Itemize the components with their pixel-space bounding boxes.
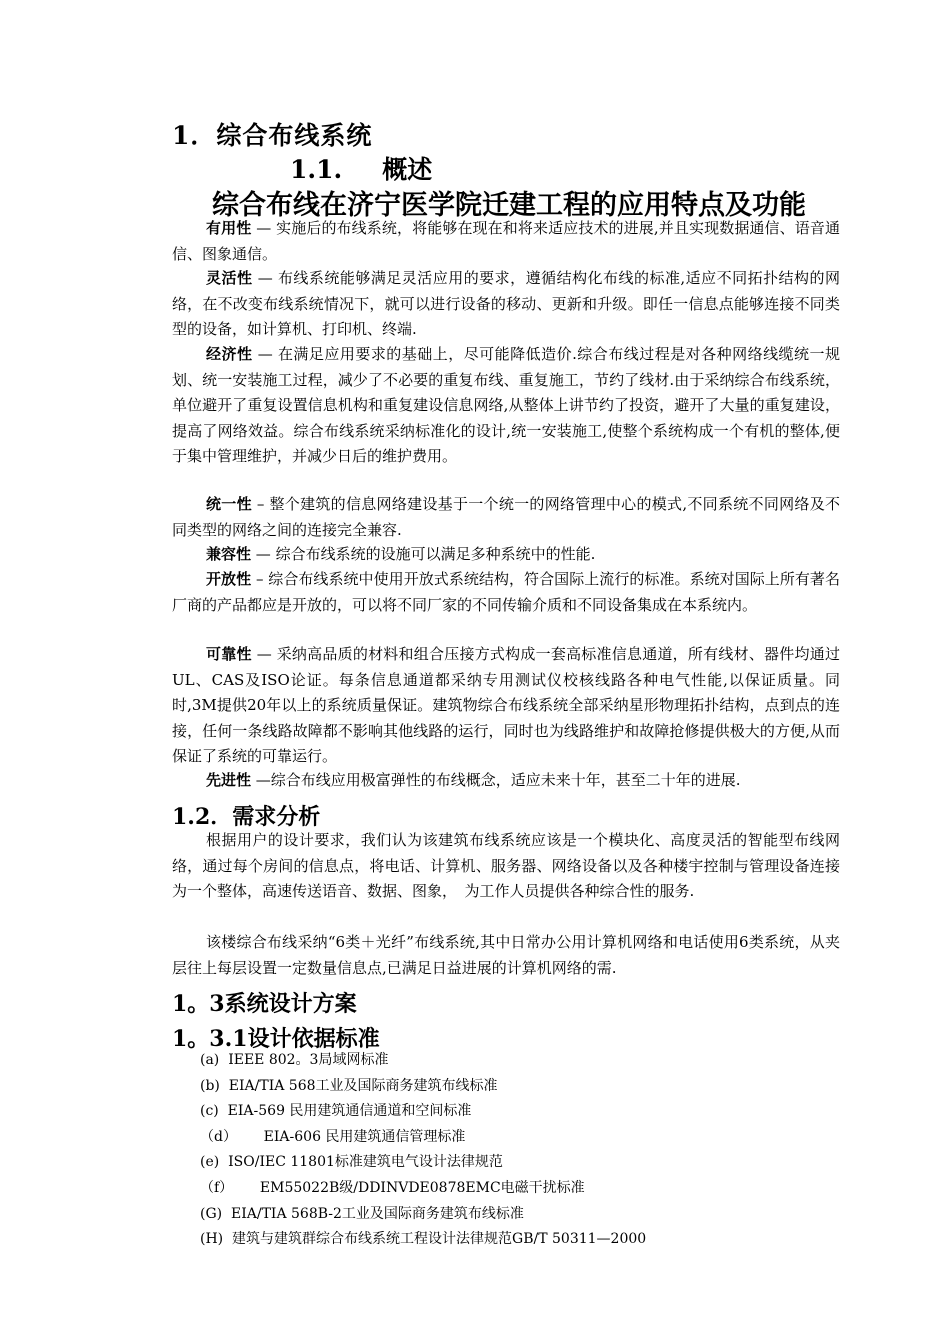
standard-text: EIA/TIA 568工业及国际商务建筑布线标准: [228, 1077, 498, 1094]
list-marker: (a): [200, 1052, 220, 1068]
feature-term: 先进性: [206, 771, 252, 789]
list-item: [200, 1074, 646, 1100]
feature-term: 有用性: [206, 219, 252, 237]
list-item: [200, 1125, 646, 1151]
feature-separator: —: [251, 545, 276, 563]
standard-text: EIA-569 民用建筑通信通道和空间标准: [227, 1103, 472, 1120]
feature-separator: —: [251, 645, 277, 663]
list-marker: (c): [200, 1103, 219, 1120]
feature-paragraph-economy: [172, 342, 840, 470]
feature-separator: —: [252, 269, 278, 287]
standard-text: EIA/TIA 568B-2工业及国际商务建筑布线标准: [231, 1205, 524, 1222]
list-gap: [222, 1206, 231, 1222]
list-item: [200, 1099, 646, 1125]
feature-term: 开放性: [206, 570, 252, 588]
feature-separator: –: [251, 570, 269, 588]
heading-1-1-title: 概述: [382, 155, 433, 184]
standard-text: IEEE 802。3局域网标准: [228, 1052, 389, 1068]
feature-paragraph-unity: [172, 492, 840, 543]
feature-separator: –: [251, 495, 270, 513]
list-gap: [219, 1103, 228, 1119]
feature-term: 兼容性: [206, 545, 252, 563]
feature-text: 综合布线系统中使用开放式系统结构，符合国际上流行的标准。系统对国际上所有著名厂商的产品都应是开放的，可以将不同厂家的不同传输介质和不同设备集成在本系统内。: [172, 570, 840, 614]
feature-text: 综合布线系统的设施可以满足多种系统中的性能.: [275, 545, 596, 563]
standard-text: EIA-606 民用建筑通信管理标准: [263, 1128, 466, 1145]
feature-paragraph-reliability: [172, 642, 840, 770]
standards-list: [200, 1048, 646, 1253]
heading-1-1-number: 1.1.: [290, 155, 343, 184]
list-marker: (H): [200, 1231, 224, 1248]
heading-1-1: [290, 150, 432, 186]
list-marker: (b): [200, 1077, 220, 1094]
list-item: [200, 1227, 646, 1253]
list-item: [200, 1048, 646, 1074]
section-subtitle: 综合布线在济宁医学院迁建工程的应用特点及功能: [212, 190, 806, 221]
requirements-paragraph-2: 该楼综合布线采纳“6类＋光纤”布线系统,其中日常办公用计算机网络和电话使用6类系统，从夹层往上每层设置一定数量信息点,已满足日益进展的计算机网络的需.: [172, 933, 840, 977]
feature-term: 可靠性: [206, 645, 252, 663]
list-item: [200, 1150, 646, 1176]
list-gap: [233, 1180, 260, 1196]
feature-term: 经济性: [206, 345, 253, 363]
feature-paragraph-advancement: [172, 768, 840, 794]
list-item: [200, 1176, 646, 1202]
list-marker: (G): [200, 1205, 223, 1222]
list-marker: （f）: [200, 1179, 234, 1196]
standard-text: 建筑与建筑群综合布线系统工程设计法律规范GB/T 50311—2000: [232, 1231, 647, 1248]
list-gap: [237, 1129, 264, 1145]
feature-term: 灵活性: [206, 269, 253, 287]
feature-text: 采纳高品质的材料和组合压接方式构成一套高标准信息通道，所有线材、器件均通过UL、CAS及ISO论证。每条信息通道都采纳专用测试仪校核线路各种电气性能,以保证质量。同时,3M提供20年以上的系统质量保证。建筑物综合布线系统全部采纳星形物理拓扑结构，点到点的连接，任何一条线路故障都不影响其他线路的运行，同时也为线路维护和故障抢修提供极大的方便,从而保证了系统的可靠运行。: [172, 645, 840, 765]
feature-text: 在满足应用要求的基础上，尽可能降低造价.综合布线过程是对各种网络线缆统一规划、统一安装施工过程，减少了不必要的重复布线、重复施工，节约了线材.由于采纳综合布线系统，单位避开了重复设置信息机构和重复建设信息网络,从整体上讲节约了投资，避开了大量的重复建设，提高了网络效益。综合布线系统采纳标准化的设计,统一安装施工,使整个系统构成一个有机的整体,便于集中管理维护，并减少日后的维护费用。: [172, 345, 840, 465]
heading-1-3: 1。3系统设计方案: [172, 991, 357, 1017]
list-marker: (e): [200, 1154, 220, 1171]
feature-term: 统一性: [206, 495, 252, 513]
feature-text: 综合布线应用极富弹性的布线概念，适应未来十年，甚至二十年的进展.: [270, 771, 741, 789]
feature-paragraph-usefulness: [172, 216, 840, 267]
list-gap: [219, 1052, 228, 1068]
feature-paragraph-flexibility: [172, 266, 840, 343]
requirements-paragraph-1: 根据用户的设计要求，我们认为该建筑布线系统应该是一个模块化、高度灵活的智能型布线网络，通过每个房间的信息点，将电话、计算机、服务器、网络设备以及各种楼宇控制与管理设备连接为一个整体，高速传送语音、数据、图象， 为工作人员提供各种综合性的服务.: [172, 831, 840, 900]
heading-1: 1．综合布线系统: [172, 121, 373, 150]
list-item: [200, 1202, 646, 1228]
heading-1-3-1: 1。3.1设计依据标准: [172, 1026, 380, 1052]
standard-text: EM55022B级/DDINVDE0878EMC电磁干扰标准: [259, 1179, 585, 1196]
list-gap: [220, 1078, 229, 1094]
feature-text: 整个建筑的信息网络建设基于一个统一的网络管理中心的模式,不同系统不同网络及不同类型的网络之间的连接完全兼容.: [172, 495, 840, 539]
feature-paragraph-compatibility: [172, 542, 840, 568]
list-marker: （d）: [200, 1128, 237, 1145]
list-gap: [223, 1231, 232, 1247]
feature-text: 布线系统能够满足灵活应用的要求，遵循结构化布线的标准,适应不同拓扑结构的网络，在不改变布线系统情况下，就可以进行设备的移动、更新和升级。即任一信息点能够连接不同类型的设备，如计算机、打印机、终端.: [172, 269, 840, 338]
feature-paragraph-openness: [172, 567, 840, 618]
heading-1-2: 1.2．需求分析: [172, 804, 321, 830]
list-gap: [219, 1154, 228, 1170]
feature-text: 实施后的布线系统，将能够在现在和将来适应技术的进展,并且实现数据通信、语音通信、图象通信。: [172, 219, 840, 263]
feature-separator: —: [251, 771, 271, 789]
feature-separator: —: [252, 345, 278, 363]
feature-separator: —: [251, 219, 277, 237]
standard-text: ISO/IEC 11801标准建筑电气设计法律规范: [228, 1154, 503, 1171]
